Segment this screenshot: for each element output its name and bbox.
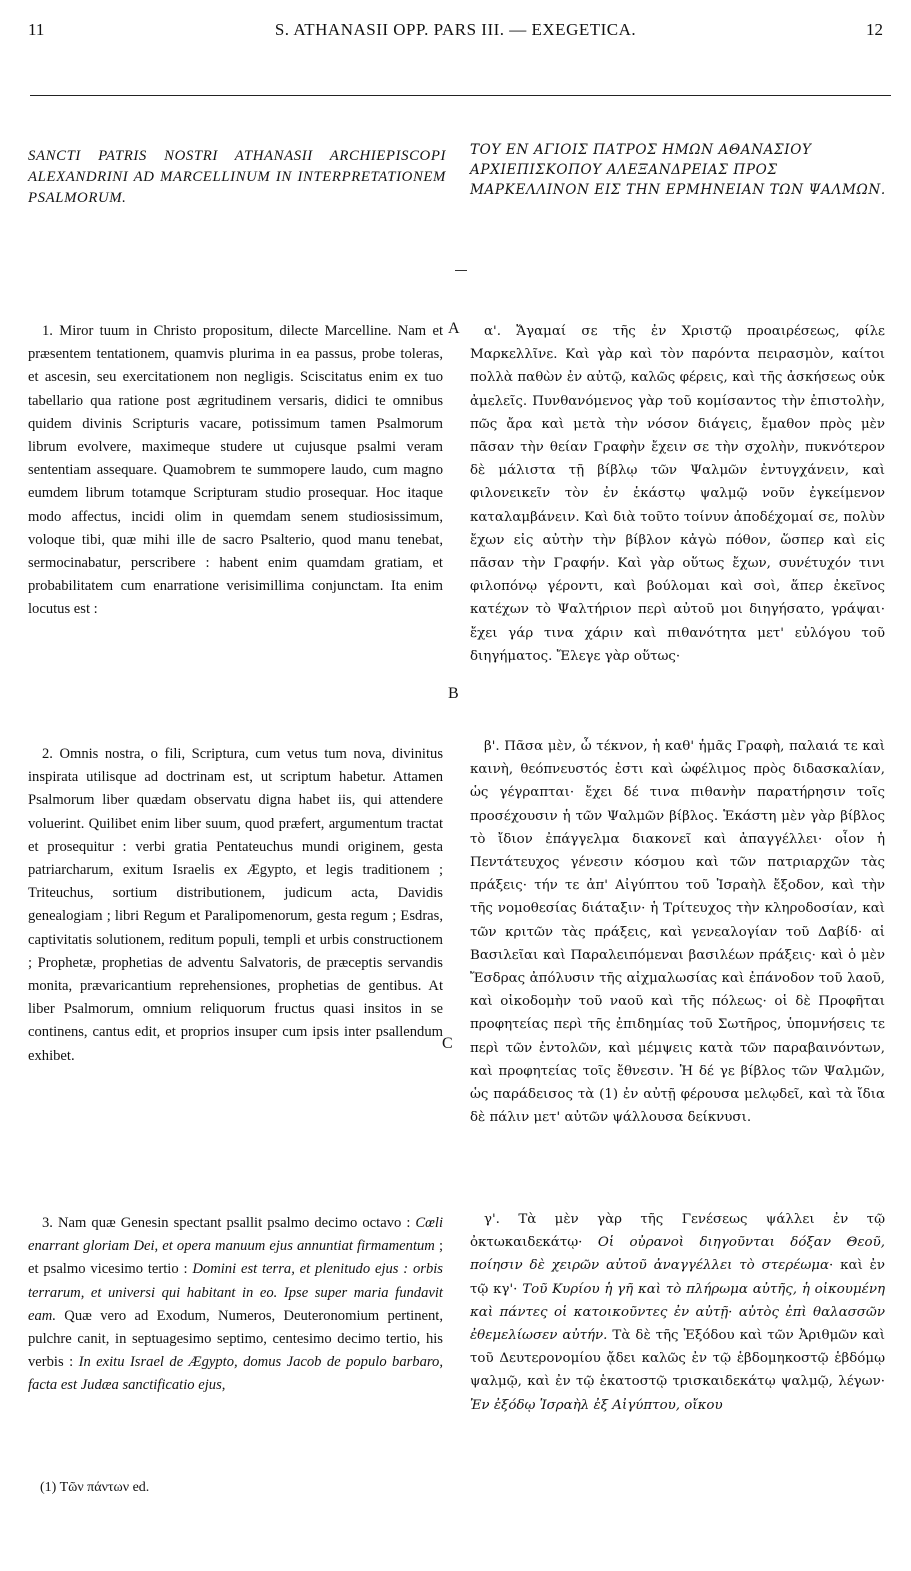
latin-p3-quote-3: In exitu Israel de Ægypto, domus Jacob de populo barbaro, facta est Judæa sanctificatio ejus, <box>28 1354 443 1394</box>
latin-p3-text-c: Quæ vero ad Exodum, Numeros, Deuteronomium pertinent, pulchre canit, in septuagesimo septimo, centesimo decimo tertio, his verbis : <box>28 1307 443 1371</box>
greek-p3-text-a: γ'. Τὰ μὲν γὰρ τῆς Γενέσεως ψάλλει ἐν τῷ ὀκτωκαιδεκάτῳ· <box>470 1212 885 1251</box>
greek-column-2 <box>470 735 885 1129</box>
latin-p3-quote-2: Domini est terra, et plenitudo ejus : orbis terrarum, et universi qui habitant in eo. Ipse super maria fundavit eam. <box>28 1261 443 1324</box>
latin-p3-text-b: ; et psalmo vicesimo tertio : <box>28 1238 444 1278</box>
greek-p3-quote-1: Οἱ οὐρανοὶ διηγοῦνται δόξαν Θεοῦ, ποίησιν δὲ χειρῶν αὐτοῦ ἀναγγέλλει τὸ στερέωμα <box>470 1235 886 1274</box>
running-title: S. ATHANASII OPP. PARS III. — EXEGETICA. <box>274 20 637 39</box>
separator-dash <box>455 270 467 271</box>
footnote: (1) Τῶν πάντων ed. <box>40 1480 150 1495</box>
latin-column-2 <box>28 743 443 1068</box>
greek-column-3 <box>470 1208 885 1417</box>
greek-p3-quote-3: Ἐν ἐξόδῳ Ἰσραὴλ ἐξ Αἰγύπτου, οἴκου <box>470 1397 723 1413</box>
latin-p3-text-a: 3. Nam quæ Genesin spectant psallit psalmo decimo octavo : <box>42 1215 416 1231</box>
page-number-left: 11 <box>28 20 45 39</box>
running-header <box>28 18 883 44</box>
latin-column <box>28 320 443 622</box>
header-rule <box>30 95 891 96</box>
greek-title: ΤΟΥ ΕΝ ΑΓΙΟΙΣ ΠΑΤΡΟΣ ΗΜΩΝ ΑΘΑΝΑΣΙΟΥ ΑΡΧΙΕΠΙΣΚΟΠΟΥ ΑΛΕΞΑΝΔΡΕΙΑΣ ΠΡΟΣ ΜΑΡΚΕΛΛΙΝΟΝ ΕΙΣ ΤΗΝ ΕΡΜΗΝΕΙΑΝ ΤΩΝ ΨΑΛΜΩΝ. <box>470 142 886 198</box>
greek-paragraph-3 <box>470 1208 885 1417</box>
margin-marker-b: B <box>448 685 459 702</box>
latin-column-3 <box>28 1212 443 1398</box>
latin-paragraph-3 <box>28 1212 443 1398</box>
latin-p3-quote-1: Cœli enarrant gloriam Dei, et opera manuum ejus annuntiat firmamentum <box>28 1215 443 1255</box>
latin-title: SANCTI PATRIS NOSTRI ATHANASII ARCHIEPISCOPI ALEXANDRINI AD MARCELLINUM IN INTERPRETATIONEM PSALMORUM. <box>28 148 446 206</box>
latin-paragraph-2: 2. Omnis nostra, o fili, Scriptura, cum vetus tum nova, divinitus inspirata utilisque ad doctrinam est, ut scriptum habetur. Attamen Psalmorum liber quædam observatu digna habet iis, qui attendere voluerint. Quilibet enim liber suum, quod præfert, argumentum tractat et prosequitur : verbi gratia Pentateuchus mundi originem, gesta patriarcharum, exitum Israelis ex Ægypto, et legis traditionem ; Triteuchus, sortium distributionem, judicum acta, Davidis genealogiam ; libri Regum et Paralipomenorum, gesta regum ; Esdras, captivitatis solutionem, reditum populi, templi et urbis constructionem ; Prophetæ, prophetias de adventu Salvatoris, de præceptis servandis monita, prævaricantium reprehensiones, prophetias de gentibus. At liber Psalmorum, omnium reliquorum fructus quasi insitos in se continens, cantus edit, et proprios insuper cum ipsis inter psallendum exhibet. <box>28 746 443 1064</box>
margin-marker-c: C <box>442 1035 453 1052</box>
greek-paragraph-2: β'. Πᾶσα μὲν, ὦ τέκνον, ἡ καθ' ἡμᾶς Γραφὴ, παλαιά τε καὶ καινὴ, θεόπνευστός ἐστι καὶ ὠφέλιμος πρὸς διδασκαλίαν, ὡς γέγραπται· ἔχει δέ τινα πιθανὴν παρατήρησιν τοῖς προσέχουσιν ἡ τῶν Ψαλμῶν βίβλος. Ἑκάστη μὲν γὰρ βίβλος τὸ ἴδιον ἐπάγγελμα διακονεῖ καὶ ἀπαγγέλλει· οἷον ἡ Πεντάτευχος γένεσιν κόσμου καὶ τῶν πατριαρχῶν τὰς πράξεις· τήν τε ἀπ' Αἰγύπτου τοῦ Ἰσραὴλ ἔξοδον, καὶ τὴν τῆς νομοθεσίας διάταξιν· ἡ Τρίτευχος τὴν κληροδοσίαν, καὶ τῶν κριτῶν τὰς πράξεις, καὶ γενεαλογίαν τοῦ Δαβίδ· αἱ Βασιλεῖαι καὶ Παραλειπόμεναι βασιλέων πράξεις· καὶ ὁ μὲν Ἔσδρας ἀπόλυσιν τῆς αἰχμαλωσίας καὶ ἐπάνοδον τοῦ λαοῦ, καὶ οἰκοδομὴν τοῦ ναοῦ καὶ τῆς πόλεως· οἱ δὲ Προφῆται προφητείας περὶ τῆς ἐπιδημίας τοῦ Σωτῆρος, ὑπομνήσεις τε περὶ τῶν ἐντολῶν, καὶ μέμψεις κατὰ τῶν παραβαινόντων, καὶ προφητείας τοῖς ἔθνεσιν. Ἡ δέ γε βίβλος τῶν Ψαλμῶν, ὡς παράδεισος τὰ (1) ἐν αὐτῇ φέρουσα μελῳδεῖ, καὶ τὰ ἴδια δὲ πάλιν μετ' αὐτῶν ψάλλουσα δείκνυσι. <box>470 739 885 1126</box>
greek-p3-text-b: · καὶ ἐν τῷ κγ'· <box>470 1258 885 1297</box>
latin-paragraph-1: 1. Miror tuum in Christo propositum, dilecte Marcelline. Nam et præsentem tentationem, quamvis plurima in ea passus, probe toleras, et ascesin, seu exercitationem non negligis. Sciscitatus enim ex tuo tabellario qua ratione post ægritudinem versaris, didici te omnibus quidem divinis Scripturis vacare, potissimum tamen Psalmorum librum evolvere, maximeque studere ut cujusque psalmi veram sententiam assequare. Quamobrem te summopere laudo, cum magno eumdem librum totamque Scripturam studio prosequar. Hoc itaque modo affectus, incidi olim in quemdam senem studiosissimum, voloque tibi, quæ mihi ille de sacro Psalterio, quod manu tenebat, sermocinabatur, perscribere : habent enim quamdam gratiam, et probabilitatem cum enarratione verisimillima conjunctam. Ita enim locutus est : <box>28 323 443 618</box>
greek-p3-text-c: Τὰ δὲ τῆς Ἐξόδου καὶ τῶν Ἀριθμῶν καὶ τοῦ Δευτερονομίου ᾄδει καλῶς ἐν τῷ ἑβδομηκοστῷ ἑβδόμῳ ψαλμῷ, καὶ ἐν τῷ ἑκατοστῷ τρισκαιδεκάτῳ ψαλμῷ, λέγων· <box>470 1328 885 1390</box>
greek-column <box>470 320 885 668</box>
margin-marker-a: A <box>448 320 460 337</box>
page-number-right: 12 <box>866 20 883 39</box>
greek-p3-quote-2: Τοῦ Κυρίου ἡ γῆ καὶ τὸ πλήρωμα αὐτῆς, ἡ οἰκουμένη καὶ πάντες οἱ κατοικοῦντες ἐν αὐτῇ· αὐτὸς ἐπὶ θαλασσῶν ἐθεμελίωσεν αὐτήν. <box>470 1281 885 1344</box>
greek-paragraph-1: α'. Ἄγαμαί σε τῆς ἐν Χριστῷ προαιρέσεως, φίλε Μαρκελλῖνε. Καὶ γὰρ καὶ τὸν παρόντα πειρασμὸν, καίτοι πολλὰ παθὼν ἐν αὐτῷ, καλῶς φέρεις, καὶ τῆς ἀσκήσεως οὐκ ἀμελεῖς. Πυνθανόμενος γὰρ τοῦ κομίσαντος τὴν ἐπιστολὴν, πῶς ἄρα καὶ μετὰ τὴν νόσον διάγεις, ἔμαθον πρὸς μὲν πᾶσαν τὴν θείαν Γραφὴν ἔχειν σε τὴν σχολὴν, πυκνότερον δὲ μάλιστα τῇ βίβλῳ τῶν Ψαλμῶν ἐντυγχάνειν, καὶ φιλονεικεῖν τὸν ἐν ἑκάστῳ ψαλμῷ νοῦν ἐγκείμενον καταλαμβάνειν. Καὶ διὰ τοῦτο τοίνυν ἀποδέχομαί σε, πολὺν ἔχων εἰς αὐτὴν τὴν βίβλον κἀγὼ πόθον, ὥσπερ καὶ εἰς πᾶσαν τὴν Γραφήν. Καὶ γὰρ οὕτως ἔχων, συνέτυχόν τινι φιλοπόνῳ γέροντι, καὶ βούλομαι καὶ σοὶ, ἅπερ ἐκεῖνος κατέχων τὸ Ψαλτήριον περὶ αὐτοῦ μοι διηγήσατο, γράψαι· ἔχει γάρ τινα χάριν καὶ πιθανότητα μετ' εὐλόγου τοῦ διηγήματος. Ἔλεγε γὰρ οὕτως· <box>470 324 885 664</box>
